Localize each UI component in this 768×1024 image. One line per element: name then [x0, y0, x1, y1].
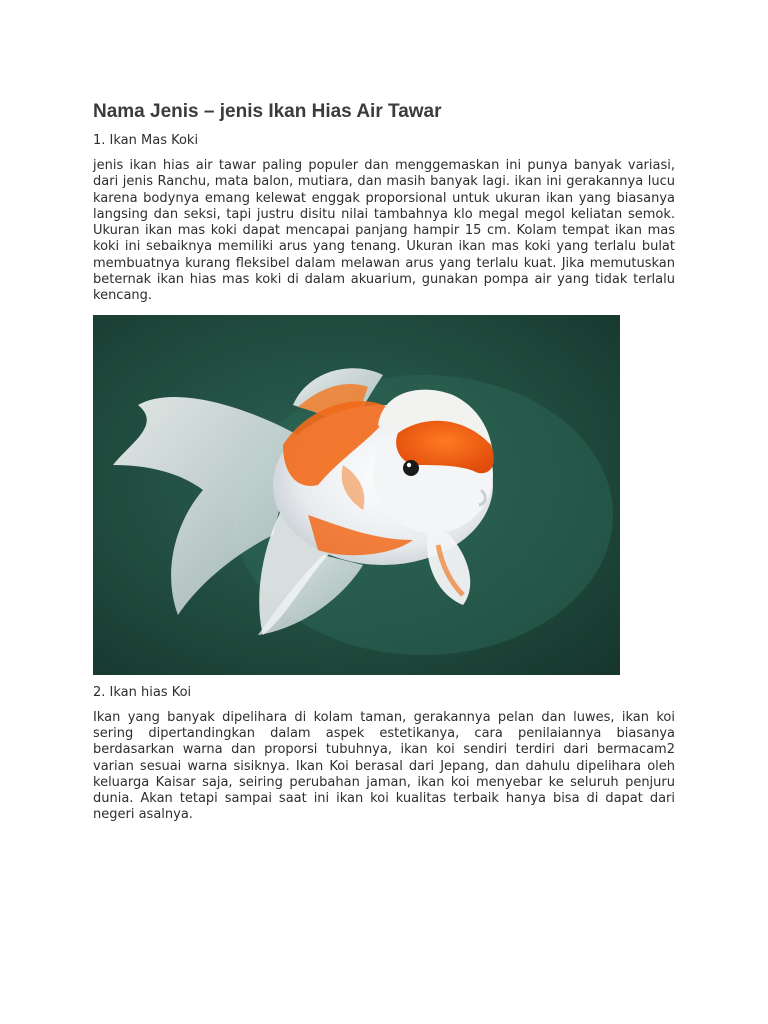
- section-heading-koi: 2. Ikan hias Koi: [93, 684, 192, 700]
- section-heading-mas-koki: 1. Ikan Mas Koki: [93, 133, 199, 148]
- document-page: [93, 100, 675, 824]
- section-body-mas-koki: jenis ikan hias air tawar paling populer dan menggemaskan ini punya banyak variasi, dari jenis Ranchu, mata balon, mutiara, dan masih banyak lagi. ikan ini gerakannya lucu karena bodynya emang kelewat enggak proporsional untuk ukuran ikan yang biasanya langsing dan seksi, tapi justru disitu nilai tambahnya klo megal megol keliatan semok. Ukuran ikan mas koki dapat mencapai panjang hampir 15 cm. Kolam tempat ikan mas koki ini sebaiknya memiliki arus yang tenang. Ukuran ikan mas koki yang terlalu bulat membuatnya kurang fleksibel dalam melawan arus yang terlalu kuat. Jika memutuskan beternak ikan hias mas koki di dalam akuarium, gunakan pompa air yang tidak terlalu kencang.: [93, 158, 675, 304]
- goldfish-photo: [93, 315, 620, 675]
- page-title: Nama Jenis – jenis Ikan Hias Air Tawar: [93, 101, 442, 122]
- section-body-koi: Ikan yang banyak dipelihara di kolam taman, gerakannya pelan dan luwes, ikan koi sering dipertandingkan dalam aspek estetikanya, cara penilaiannya biasanya berdasarkan warna dan proporsi tubuhnya, ikan koi sendiri terdiri dari bermacam2 varian sesuai warna sisiknya. Ikan Koi berasal dari Jepang, dan dahulu dipelihara oleh keluarga Kaisar saja, seiring perubahan jaman, ikan koi menyebar ke seluruh penjuru dunia. Akan tetapi sampai saat ini ikan koi kualitas terbaik hanya bisa di dapat dari negeri asalnya.: [93, 709, 675, 823]
